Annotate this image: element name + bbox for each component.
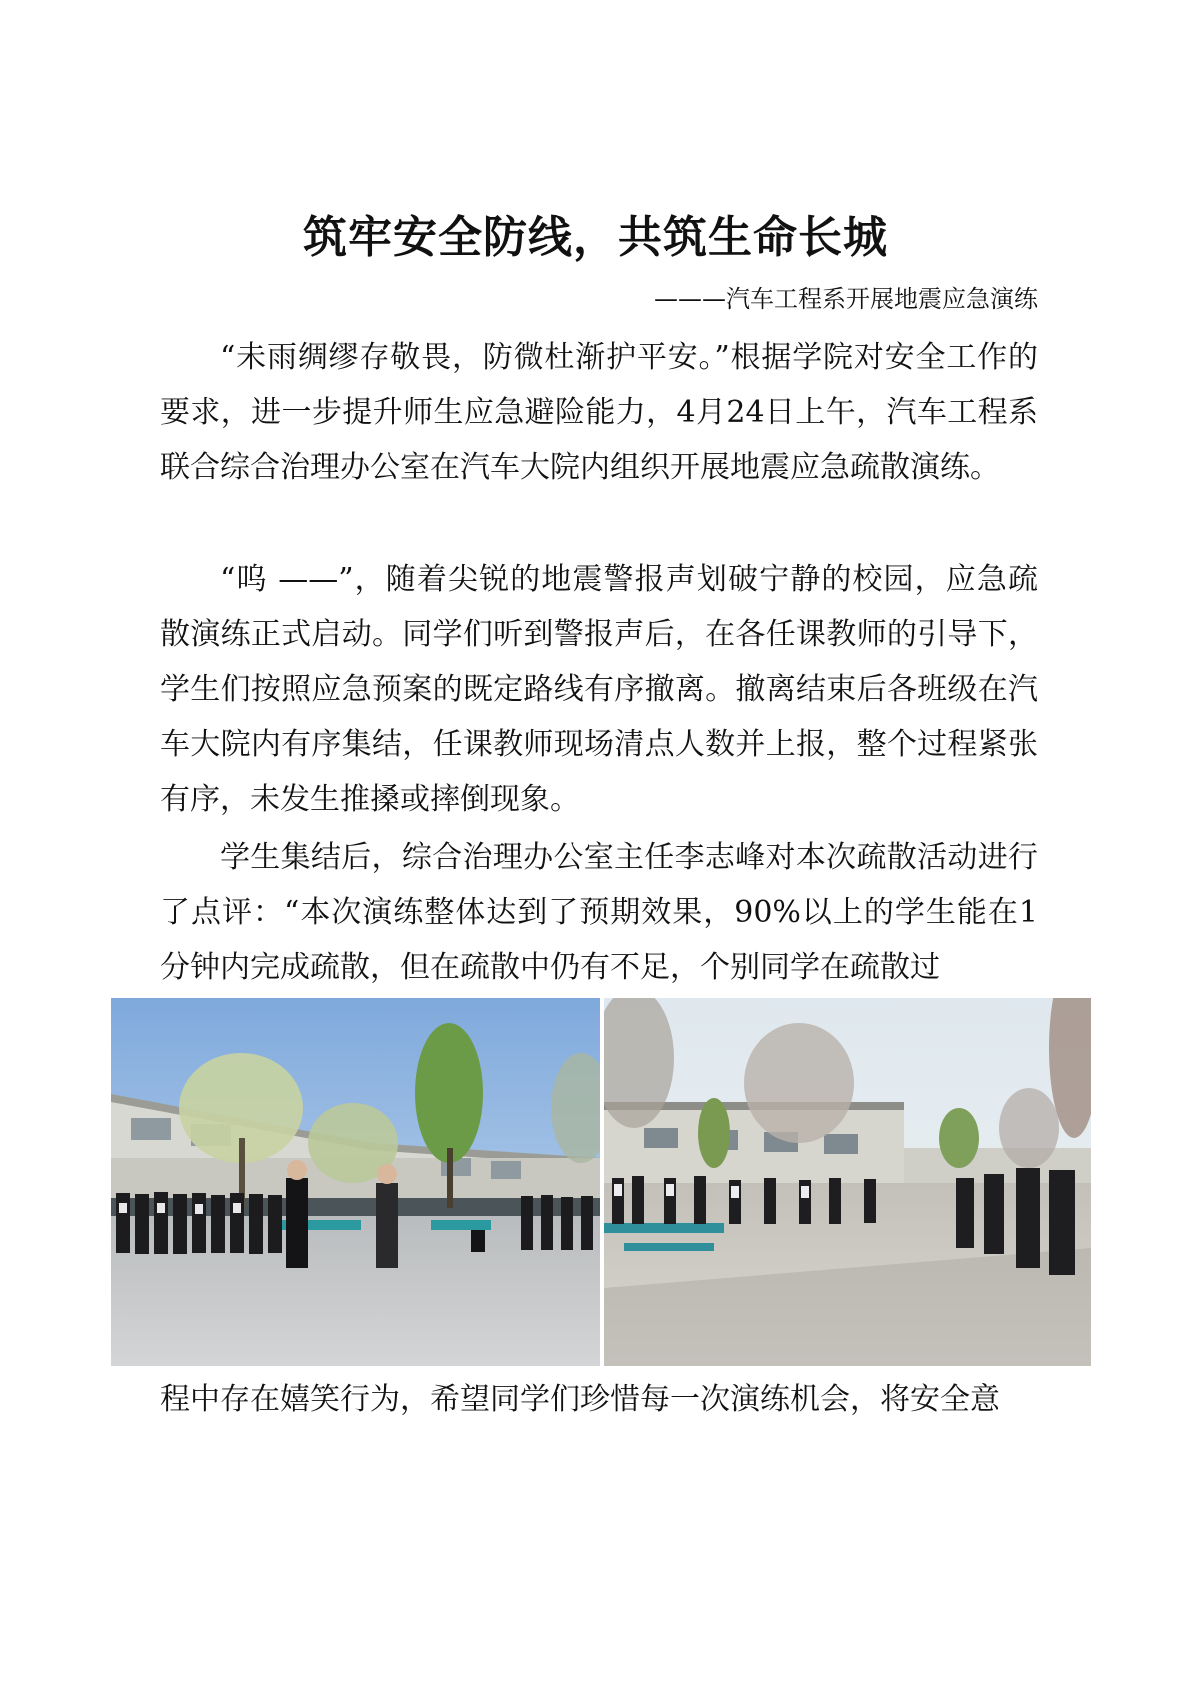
paragraph-drill: “呜 ——”，随着尖锐的地震警报声划破宁静的校园，应急疏散演练正式启动。同学们听到警报声后，在各任课教师的引导下，学生们按照应急预案的既定路线有序撤离。撤离结束后各班级在汽车大院内有序集结，任课教师现场清点人数并上报，整个过程紧张有序，未发生推搡或摔倒现象。 (160, 562, 1038, 817)
article-subtitle: ———汽车工程系开展地震应急演练 (654, 285, 1038, 313)
paragraph-intro: “未雨绸缪存敬畏，防微杜渐护平安。”根据学院对安全工作的要求，进一步提升师生应急避险能力，4月24日上午，汽车工程系联合综合治理办公室在汽车大院内组织开展地震应急疏散演练。 (160, 340, 1038, 485)
article-title: 筑牢安全防线，共筑生命长城 (303, 212, 888, 263)
assembly-photo (111, 998, 600, 1366)
paragraph-continuation: 程中存在嬉笑行为，希望同学们珍惜每一次演练机会，将安全意 (160, 1382, 1000, 1417)
evacuation-photo (604, 998, 1091, 1366)
paragraph-review: 学生集结后，综合治理办公室主任李志峰对本次疏散活动进行了点评：“本次演练整体达到了预期效果，90%以上的学生能在1分钟内完成疏散，但在疏散中仍有不足，个别同学在疏散过 (160, 840, 1038, 985)
